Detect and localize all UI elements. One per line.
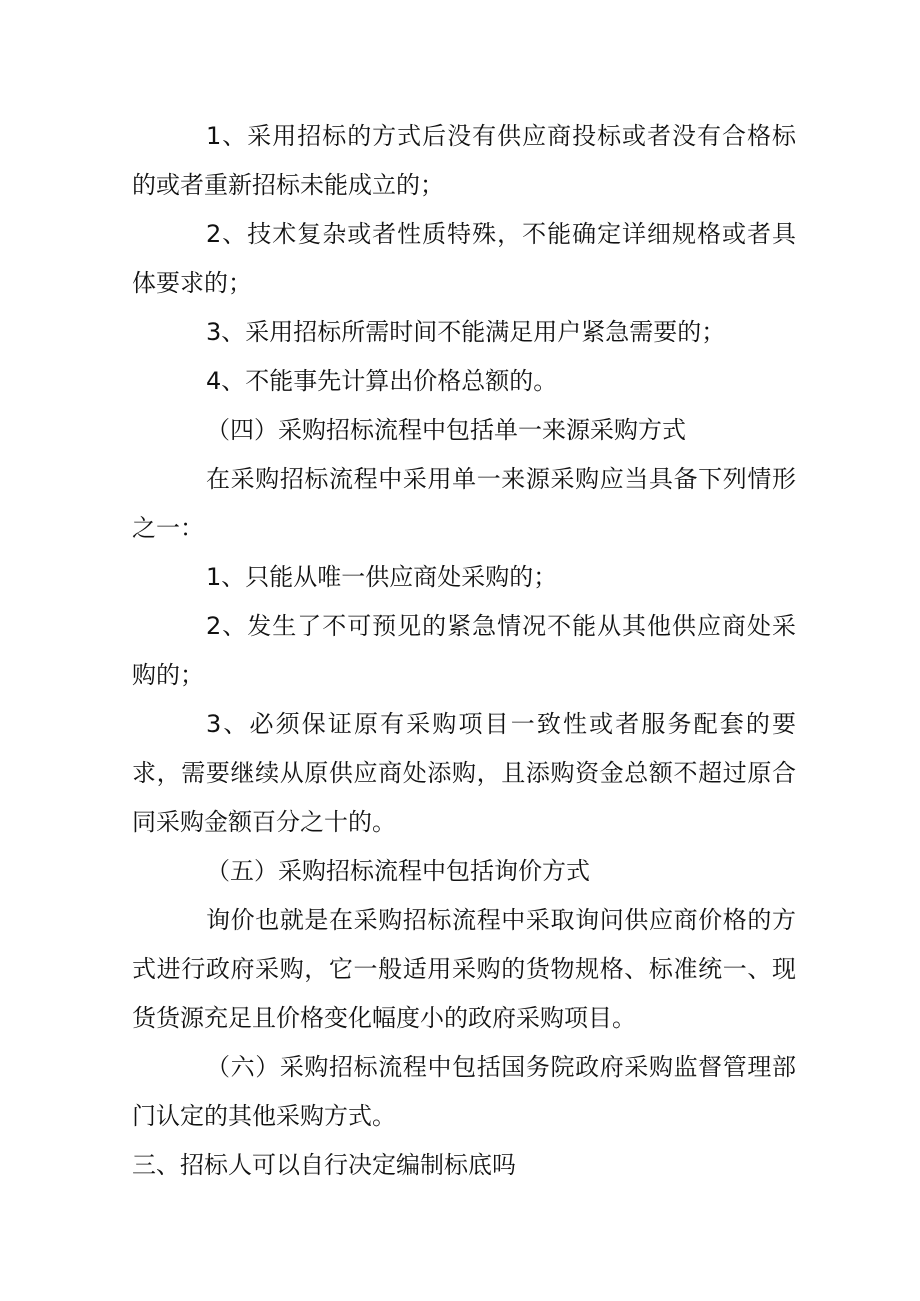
section-heading-five: （五）采购招标流程中包括询价方式 [206,857,590,885]
paragraph-condition-3: 3、采用招标所需时间不能满足用户紧急需要的； [206,318,726,346]
paragraph-single-source-intro: 在采购招标流程中采用单一来源采购应当具备下列情形之一： [132,465,796,542]
document-body [132,112,796,1190]
section-heading-four: （四）采购招标流程中包括单一来源采购方式 [206,416,686,444]
paragraph-inquiry-method: 询价也就是在采购招标流程中采取询问供应商价格的方式进行政府采购，它一般适用采购的货物规格、标准统一、现货货源充足且价格变化幅度小的政府采购项目。 [132,906,796,1032]
paragraph-single-source-2: 2、发生了不可预见的紧急情况不能从其他供应商处采购的； [132,612,796,689]
paragraph-condition-1: 1、采用招标的方式后没有供应商投标或者没有合格标的或者重新招标未能成立的； [132,122,796,199]
paragraph-condition-4: 4、不能事先计算出价格总额的。 [206,367,558,395]
section-heading-three: 三、招标人可以自行决定编制标底吗 [132,1151,516,1179]
paragraph-single-source-3: 3、必须保证原有采购项目一致性或者服务配套的要求，需要继续从原供应商处添购，且添购资金总额不超过原合同采购金额百分之十的。 [132,710,796,836]
paragraph-condition-2: 2、技术复杂或者性质特殊，不能确定详细规格或者具体要求的； [132,220,796,297]
paragraph-single-source-1: 1、只能从唯一供应商处采购的； [206,563,558,591]
section-heading-six: （六）采购招标流程中包括国务院政府采购监督管理部门认定的其他采购方式。 [132,1053,796,1130]
